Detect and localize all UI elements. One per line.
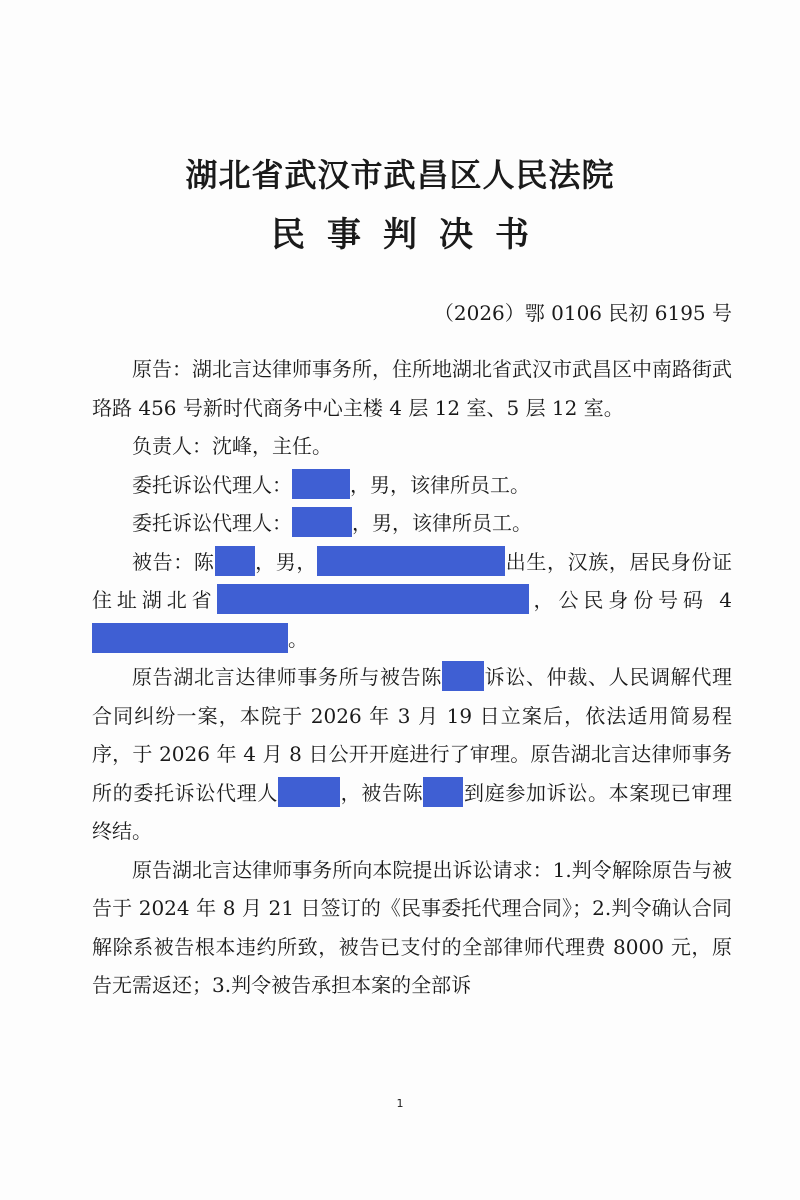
redaction-block [278, 777, 340, 807]
procedure-paragraph [92, 658, 732, 851]
defendant-paragraph [92, 543, 732, 659]
page-number: 1 [396, 1097, 404, 1110]
redaction-block [423, 777, 463, 807]
agent-description: ，男，该律所员工。 [350, 472, 530, 497]
redaction-block [442, 661, 484, 691]
redaction-block [217, 584, 529, 614]
procedure-text-3: ，被告陈 [340, 780, 424, 805]
redaction-block [317, 546, 505, 576]
court-name-heading: 湖北省武汉市武昌区人民法院 [185, 156, 615, 194]
document-type-heading: 民事判决书 [271, 215, 551, 255]
defendant-gender: ，男， [254, 549, 318, 574]
plaintiff-paragraph: 原告：湖北言达律师事务所，住所地湖北省武汉市武昌区中南路街武珞路 456 号新时代商务中心主楼 4 层 12 室、5 层 12 室。 [92, 357, 732, 420]
agent-label: 委托诉讼代理人： [132, 472, 292, 497]
procedure-text-2: 诉讼、仲裁、人民调解代理合同纠纷一案，本院于 2026 年 3 月 19 日立案后，依法适用简易程序，于 2026 年 4 月 8 日公开开庭进行了审理。原告湖北言达律师事务所的委托诉讼代理人 [92, 665, 732, 805]
agent-label: 委托诉讼代理人： [132, 511, 292, 535]
agent-description: ，男，该律所员工。 [352, 511, 532, 535]
redaction-block [292, 507, 352, 537]
defendant-id-label: ，公民身份号码 4 [528, 588, 732, 612]
defendant-label: 被告：陈 [132, 549, 215, 574]
claims-paragraph: 原告湖北言达律师事务所向本院提出诉讼请求：1.判令解除原告与被告于 2024 年 8 月 21 日签订的《民事委托代理合同》；2.判令确认合同解除系被告根本违约所致，被告已支付的全部律师代理费 8000 元，原告无需返还；3.判令被告承担本案的全部诉 [92, 857, 732, 997]
redaction-block [215, 546, 255, 576]
defendant-end: 。 [288, 626, 308, 651]
defendant-details: 出生，汉族，居民身份证住址湖北省 [92, 549, 733, 612]
redaction-block [292, 469, 350, 499]
judgment-body [92, 350, 732, 1005]
redaction-block [92, 623, 288, 653]
agent-paragraph-1 [92, 466, 732, 505]
procedure-text-1: 原告湖北言达律师事务所与被告陈 [132, 665, 442, 689]
case-number: （2026）鄂 0106 民初 6195 号 [433, 301, 732, 325]
responsible-person-paragraph: 负责人：沈峰，主任。 [132, 434, 332, 458]
procedure-text-4: 到庭参加诉讼。本案现已审理终结。 [92, 780, 733, 843]
agent-paragraph-2 [92, 504, 732, 543]
